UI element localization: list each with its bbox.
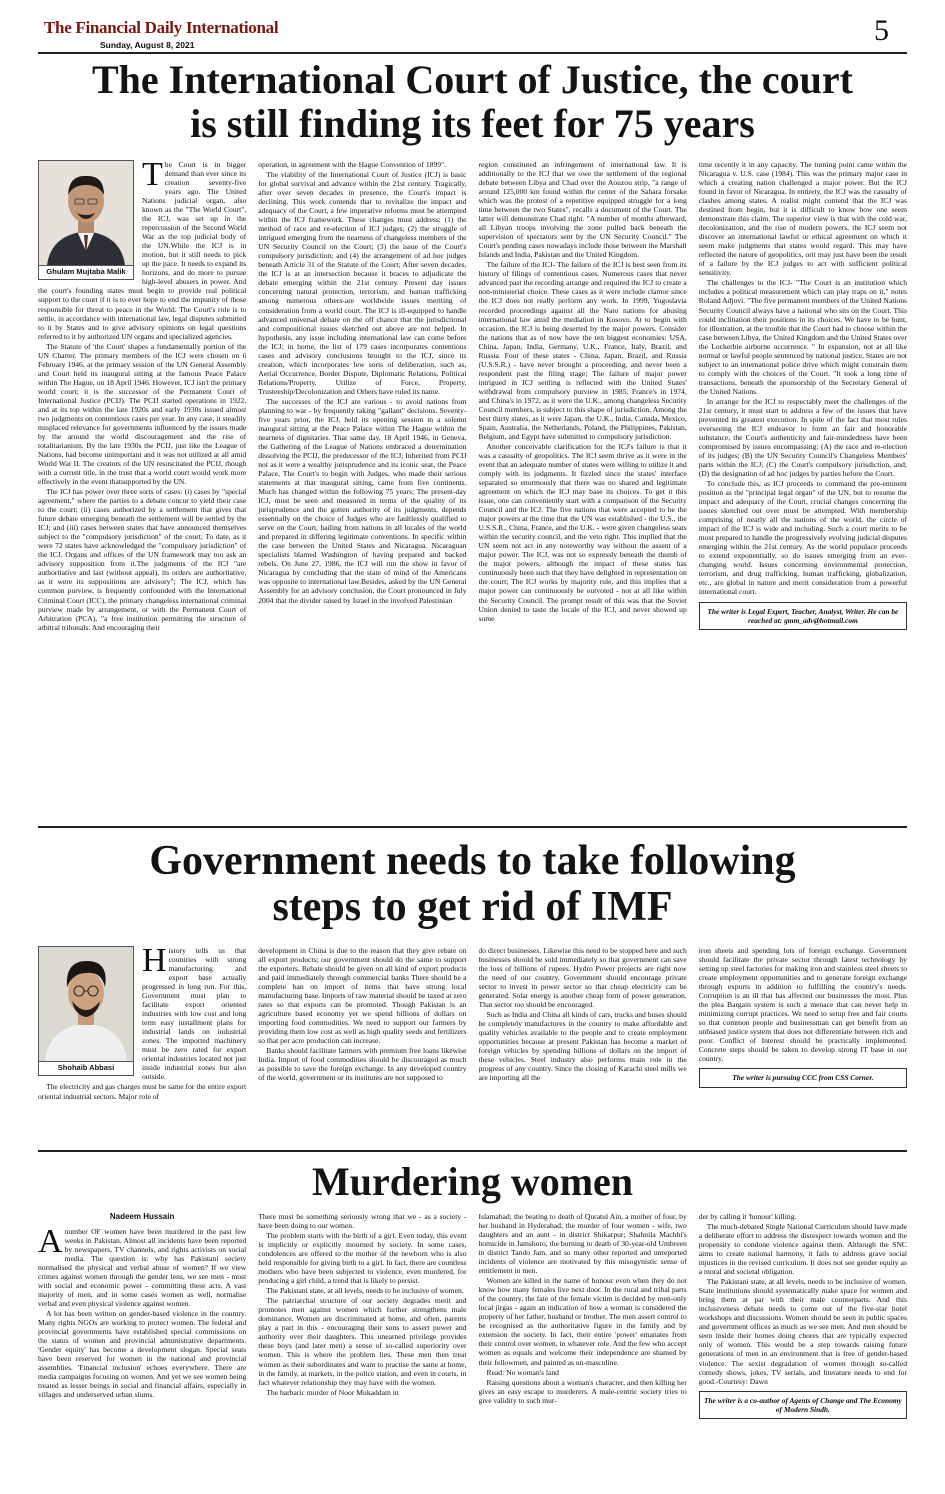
article2-body [38,946,907,1142]
paragraph: The failure of the ICJ- The failure of the ICJ is best seen from its history of filings of contentious cases. Numerous cases that never advanced past the recording arrange and required the ICJ to create a non-ministerial choice. These cases as it were include clamor since the ICJ does not really perform any work. In 1999, Yugoslavia recorded proceedings against all the Nato nations for abusing international law amid the mediation in Kosovo. At to begin with occasion, the ICJ is being deserted by the major powers. Consider the nations that as of now have the ten biggest economies: USA, China, Japan, India, Germany, U.K., France, Italy, Brazil, and Russia. Four of these states - China, Japan, Brazil, and Russia (U.S.S.R.) - have never brought a proceeding, and never been a respondent past the filing stage; The failure of major power intrigued in ICJ settling is reflected with the United States' withdrawal from compulsory purview in 1985, France's in 1974, and China's in 1972, as it were the U.K., among changeless Security Council members, is subject to this shape of jurisdiction. Among the best thirty states, as it were Japan, the U.K., India, Canada, Mexico, Spain, Australia, the Netherlands, Poland, the Philippines, Pakistan, Belgium, and Egypt have submitted to compulsory jurisdiction. [478,260,687,441]
article3-column-2 [258,1212,466,1488]
author-caption: Shohaib Abbasi [39,1061,133,1075]
page-number: 5 [874,14,889,47]
paragraph: A lot has been written on gender-based violence in the country. Many rights NGOs are working to protect women. The federal and provincial governments have established special commissions on the status of women and provincial administrative departments. 'Gender equity' has become a development slogan. Special seats have been reserved for women in the national and provincial assemblies. 'Financial inclusion' echoes everywhere. There are media campaigns focusing on women. And yet we see women being treated as lesser beings in social and financial affairs, especially in villages and underserved urban slums. [38,1308,247,1400]
article1-column-4 [699,160,907,820]
masthead-title: The Financial Daily International [44,18,279,37]
section-rule [38,826,907,828]
author-photo [38,160,134,280]
paragraph: The Pakistani state, at all levels, needs to be inclusive of women. State institutions should systematically make space for women and bring them at par with their male counterparts. And this inclusiveness debate needs to come out of the five-star hotel workshops and discussions. Women should be seen in public spaces and government offices as much as we see men. And men should be seen inside their homes doing chores that are typically expected only of women. This would be a step towards raising future generations of men in an environment that is free of gender-based violence. The sexist degradation of women through so-called comedy shows, jokes, TV serials, and literature needs to end for good.-Courtesy: Dawn [698,1277,907,1386]
paragraph: To conclude this, as ICJ proceeds to command the pre-eminent position as the "principal legal organ" of the UN, but to resume the impact and adequacy of the Court, crucial changes concerning the issues sketched out over must be attempted. With membership comprising of nearly all the nations of the world, the circle of impact of the ICJ is wide and including. Such a court merits to be most prepared to handle the progressively evolving judicial disputes emerging within the 21st century. As the world populace proceeds to extend exponentially, so do issues emerging from an ever-changing world. Issues concerning environmental protection, terrorism, and drug trafficking, human trafficking, globalization, etc., are global in nature and merit consideration from a powerful international court. [698,479,907,597]
paragraph: The patriarchal structure of our society degrades merit and promotes men against women which further strengthens male dominance. Women are discriminated at home, and often, parents play a part in this - encouraging their sons to assert power and authority over their daughters. This unearned privilege provides these boys (and later men) a sense of so-called superiority over women. This is where the problem lies. These men then treat women as their subordinates and want to practise the same at home, in the family, at markets, in the police station, and even in courts, in fact whatever relationship they may have with the women. [258,1296,467,1387]
paragraph: Such as India and China all kinds of cars, trucks and buses should be completely manufactures in the country to make affordable and quality vehicles available to the people and to create employment opportunities because at present Pakistan has become a market of foreign vehicles by spending billions of dollars on the import of these vehicles. Steel industry also performs main role in the progress of any country. Since the closing of Karachi steel mills we are importing all the [478,1010,687,1083]
portrait-image [39,161,133,265]
paragraph: Read: No woman's land [486,1367,559,1377]
paragraph: The successes of the ICJ are various - to avoid nations from planning to war - by frequently taking "gallant" decisions. Seventy-five years prior, the ICJ, held its opening session in a solemn inaugural sitting at the Peace Palace within The Hague within the nearness of dignitaries. That same day, 18 April 1946, in Geneva, the Gathering of the League of Nations embraced a determination dissolving the PCIJ, the predecessor of the ICJ; Inherited from PCIJ not as it were a wealthy jurisprudence and its iconic seat, the Peace Palace, The Court's to begin with Judges, who made their serious statements at that inaugural sitting, came from five continents. Much has changed within the following 75 years; The present-day ICJ, must be seen and measured in terms of the quality of its jurisprudence and the gotten authority of its judgments, depends essentially on the choice of Judges who are faultlessly qualified to serve on the Court, hailing from nations in all locales of the world and prepared in differing legitimate conventions. In specific within the case between the United States and Nicaragua. Nicaraguan specialists blamed Washington of having prepared and backed rebels. On June 27, 1986, the ICJ will run the show in favor of Nicaragua by concluding that the state of mind of the Americans was opposite to international law.Besides, asked by the UN General Assembly for an advisory conclusion, the Court pronounced in July 2004 that the divider raised by Israel in the involved Palestinian [258,396,467,605]
article2-headline: Government needs to take following steps to get rid of IMF [149,838,796,931]
drop-cap: T [142,160,163,193]
section-rule [38,1150,907,1152]
paragraph: time recently it in any capacity. The turning point came within the Nicaragua v. U.S. case (1984). This was the primary major case in which a creating nation challenged a major power. But the ICJ found in favor of Nicaragua. In entirety, the ICJ was the casualty of clashes among states. A realist might contend that the ICJ was destined from begin, but it is difficult to know how one seem demonstrate this claim. The superior view is that with the cold war, decolonization, and the rise of modern powers, the ICJ seem not discover an international lawful or ethical agreement on which it seem make judgments that states would regard. This may have reflected the nature of geopolitics, orit may just have been the result of a failure by the ICJ judges to act with sufficient political sensitivity. [698,160,907,278]
article3-headline: Murdering women [311,1159,634,1204]
drop-cap: H [142,946,167,979]
paragraph: der by calling it 'honour' killing. [698,1212,797,1221]
paragraph: In arrange for the ICJ to respectably meet the challenges of the 21st century, it must start to address a few of the issues that have prevented its greatest execution. In spite of the fact that most rules overseeing the ICJ endeavor to form an fair and honorable substance, the Court's authenticity and fair-mindedness have been compromised by issues encompassing: (A) the race and re-election of its judges; (B) the UN Security Council's Changeless Members' parts within the ICJ; (C) the Court's compulsory jurisdiction, and; (D) the designation of ad hoc judges by parties before the Court. [698,396,907,479]
paragraph: The much-debated Single National Curriculum should have made a deliberate effort to address the disrespect towards women and the propensity to condone violence against them. Although the SNC aims to create national harmony, it fails to address grave social injustices in the revised curriculum. It does not see gender equity as a moral and societal obligation. [698,1222,907,1277]
portrait-image [39,947,133,1061]
article2-column-4 [699,946,907,1142]
paragraph: The viability of the International Court of Justice (ICJ) is basic for global survival and advance within the 21st century. Tragically, after over seven decades in presence, the Court's impact is declining. This work contends that to revitalize the impact and adequacy of the Court, a few imperative reforms must be attempted within the ICJ framework. These changes must address: (1) the method of race and re-election of ICJ judges; (2) the struggle of intrigued emerging from the nearness of changeless members of the UN Security Council on the Court; (3) the issue of the Court's compulsory jurisdiction; and (4) the arrangement of ad hoc judges beneath Article 31 of the Statute of the Court; After seven decades, the ICJ is at an intersection because it braces to adjudicate the debate emerging within the 21st century. Present day issues concerning natural protection, terrorism, and human trafficking among numerous others-are worldwide issues meriting of consideration from a world court. The ICJ is ill-equipped to handle advanced universal debate on the off chance that the jurisdictional and compositional issues sketched out above are not helped. In hypothesis, any issue including international law can come before the ICJ; in home, the list of 179 cases incorporates contentious cases and advisory conclusions brought to the ICJ, since its creation, which incorporates few sorts of deliberation, such as, Aerial Occurrence, Border Dispute, Diplomatic Relations, Political Relations/Property, Utilize of Force, Property, Trusteeship/Decolonization and Others have ruled its name. [258,170,467,396]
paragraph: Banks should facilitate farmers with premium free loans likewise India. Import of food commodities should be discouraged as much as possible to save the foreign exchange. In any developed country of the world, government or its institutes are not supposed to [258,1046,467,1083]
author-note: The writer is Legal Expert, Teacher, Analyst, Writer. He can be reached at: gmm_adv@hotmail.com [699,602,907,631]
article1-headline: The International Court of Justice, the court is still finding its feet for 75 years [91,57,854,146]
article2-column-1 [38,946,246,1142]
paragraph: do direct businesses. Likewise this need to be stopped here and such businesses should be sold immediately so that government can save the loss of billions of rupees. Hydro Power projects are right now the need of our country. Government should encourage private sector to invest in power sector so that cheap electricity can be generated. Solar energy is another cheap form of power generation. That sector too should be encouraged. [478,946,687,1010]
paragraph: The barbaric murder of Noor Mukaddam in [266,1387,399,1397]
article1-column-3 [479,160,687,820]
article2-column-2 [258,946,466,1142]
paragraph: The problem starts with the birth of a girl. Even today, this event is implicitly or explicitly mourned by society. In some cases, condolences are offered to the mother of the newborn who is also held responsible for giving birth to a girl. In fact, there are countless mothers who have been subjected to violence, even murdered, for producing a girl child, a trend that is likely to persist. [258,1231,467,1286]
author-photo [38,946,134,1076]
paragraph: he Court is in bigger demand than ever since its creation seventy-five years ago. The United Nations judicial organ, also known as the "The World Court", the ICJ, was set up in the repercussion of the Second World War as the top judicial body of the UN.While the ICJ is in motion, but it still needs to pick up the pace. It needs to expand its horizons, and do more to pursue high-level abusers in power. And the court's founding states must begin to provide real political support to the court if it is to ever hope to end the impunity of those responsible for threat to peace in the World. The Court's role is to settle, in accordance with international law, legal disputes submitted to it by States and to give advisory opinions on legal questions referred to it by authorized UN organs and specialized agencies. [38,160,247,341]
author-note: The writer is a co-author of Agents of Change and The Economy of Modern Sindh. [699,1391,907,1420]
masthead-rule [38,52,907,54]
paragraph: istory tells us that countries with strong manufacturing and export base actually progressed in long run. For this, Government must plan to facilitate export oriented industries with low cost and long term easy installment plans for industrial lands on industrial zones. The imported machinery must be zero rated for export oriental industries located not just inside industrial zones but also outside. [142,946,247,1082]
paragraph: number OF women have been murdered in the past few weeks in Pakistan. Almost all incidents have been reported by newspapers, TV channels, and rights activists on social media. The question is: why has Pakistani society normalised the physical and verbal abuse of women? If we view crimes against women through the gender lens, we see men - most with social and economic power - committing these acts. A vast majority of men, and in some cases women as well, normalise verbal and even physical violence against women. [38,1226,247,1308]
byline: Nadeem Hussain [109,1212,175,1221]
article1-column-1 [38,160,246,820]
author-note: The writer is pursuing CCC from CSS Corner. [699,1068,907,1087]
paragraph: Women are killed in the name of honour even when they do not know how many females live next door. In the rural and tribal parts of the country, the fate of the female victim is decided by men-only local jirgas - again an indication of how a woman is considered the property of her father, husband or brother. The men assert control to be recognised as the authoritative figure in the family and by extension the society. In fact, their entire 'power' emanates from their control over women, in whatever role. And the few who accept women as equals and welcome their independence are shamed by their fellowmen, and painted as un-masculine. [478,1276,687,1367]
paragraph: There must be something seriously wrong that we - as a society - have been doing to our women. [258,1212,467,1231]
paragraph: development in China is due to the reason that they give rebate on all export products; our government should do the same to support the exporters. Rebate should be given on all kind of export products and paid immediately through commercial banks There should be a complete ban on import of items that have strong local manufacturing base. Imports of raw material should be taxed at zero rates so that exports can be promoted. Though Pakistan is an agriculture based economy yet we spend billions of dollars on importing food commodities. We need to support our farmers by providing them low cost as well as high quality seeds and fertilizers so that per acre production can increase. [258,946,467,1046]
article1-column-2 [258,160,466,820]
article2-column-3 [479,946,687,1142]
paragraph: The ICJ has power over three sorts of cases: (i) cases by "special agreement," where the parties to a debate concur to yield their case to the court; (ii) cases authorized by a settlement that gives that future debate emerging beneath the settlement will be settled by the ICJ; and (iii) cases between states that have announced themselves subject to the "compulsory jurisdiction" of the court; To date, as it were 72 states have acknowledged the "compulsory jurisdiction" of the ICJ. Organs and offices of the UN framework may too ask an advisory supposition from it.The judgments of the ICJ "are authoritative and last (without appeal), its orders are authoritative, as it were its suppositions are advisory"; The ICJ, which has common purview, is frequently confounded with the International Criminal Court (ICC), the primary changeless international criminal purview made by arrangement, or with the Permanent Court of Arbitration (PCA), "a free institution permitting the structure of arbitral tribunals. And encouraging their [38,487,247,632]
paragraph: operation, in agreement with the Hague Convention of 1899". [258,160,447,169]
paragraph: Raising questions about a woman's character, and then killing her gives an easy escape to murderers. A male-centric society tries to give validity to such mur- [478,1377,687,1405]
paragraph: Islamabad; the beating to death of Quratul Ain, a mother of four, by her husband in Hyderabad; the murder of four women - wife, two daughters and an aunt - in district Shikarpur; Shahnila Machhi's homicide in Jamshoro, the burning to death of 30-year-old Umbreen in district Tando Jam, and so many other reported and unreported incidents of violence are motivated by this misogynistic sense of entitlement in men. [478,1212,687,1276]
article3-column-4 [699,1212,907,1488]
drop-cap: A [38,1222,63,1260]
author-caption: Ghulam Mujtaba Malik [39,265,133,279]
article3-body [38,1212,907,1488]
article3-column-1 [38,1212,246,1488]
paragraph: The Pakistani state, at all levels, needs to be inclusive of women. [266,1286,464,1296]
paragraph: region constituted an infringement of international law. It is additionally to the ICJ that we owe the settlement of the regional debate between Libya and Chad over the Aouzou strip, "a range of around 125,000 km found within the center of the Sahara forsake which was the protest of a repetitive equipped struggle for a long time between the two States", recalls a document of the Court. The latter will demonstrate Chad right. "A number of months afterward, all Libyan troops involving the zone pulled back beneath the supervision of spectators sent by the UN Security Council." The Court's pending cases nowadays include those between the Marshall Islands and India, Pakistan and the United Kingdom. [478,160,687,260]
article1-body [38,160,907,820]
paragraph: The Statute of 'the Court' shapes a fundamentally portion of the UN Charter. The primary members of the ICJ were chosen on 6 February 1946, at the primary session of the UN General Assembly and Court held its inaugural sitting at the famous Peace Palace within The Hague, on 18 April 1946. However, ICJ isn't the primary world court; it is the successor of the Permanent Court of International Justice (PCIJ). The PCIJ started operations in 1922, and at its top within the late 1920s and early 1930s issued almost two judgments on contentious cases per year. In any case, it steadily misplaced relevance for governments influenced by the issues made by the around the world discouragement and the rise of totalitarianism. By the late 1930s the PCIJ, just like the League of Nations, had become unimportant and it was not utilized at all amid World War II. The creators of the UN resuscitated the PCIJ, though with a current title, in the trust that a world court would work more effectively in the event thatsupported by the UN. [38,341,247,487]
paragraph: The electricity and gas charges must be same for the entire export oriental industrial sectors. Major role of [38,1082,247,1101]
paragraph: Another conceivable clarification for the ICJ's failure is that it was a casualty of geopolitics. The ICJ seem thrive as it were in the event that an adequate number of states were willing to utilize it and comply with its judgments. It fizzled since the states' interface separated so enormously that there was no shared and legitimate agreement on which the ICJ may base its choices. To get it this issue, one can conveniently start with a comparison of the Security Council and the ICJ. The five nations that were accepted to be the major powers at the time that the UN was established - the U.S., the U.S.S.R., China, France, and the U.K. - were given changeless seats within the security council, and the veto right. This implied that the UN seem not act in any noteworthy way without the assent of a major power. The ICJ, was not so expressly beneath the thumb of the major powers, although the impact of these states has continuously been such that they have delighted in representation on the court; The ICJ works by majority rule, and this implies that a major power can continuously be outvoted - not at all like within the Security Council. The prompt result of this was that the Soviet Union denied to taste the locale of the ICJ, and never showed up some [478,441,687,623]
paragraph: The challenges to the ICJ- "The Court is an institution which includes a political measurement which can play traps on it," notes Roland Adjovi. "The five permanent members of the United Nations Security Council always have a national who sits on the Court. This could inclination their positions in its choices. We have to be hunt, for illustration, at the trouble that the Court had to choose within the case between Libya, the United Kingdom and the United States over the Lockerbie airborne occurrence. " In expansion, not at all like normal or lawful people sentenced by national justice, States are not subject to an international police drive which might constrain them to comply with the choices of the Court. "It took a long time of transactions, beneath the sponsorship of the Secretary General of the United Nations. [698,278,907,396]
article3-column-3 [479,1212,687,1488]
paragraph: iron sheets and spending lots of foreign exchange. Government should facilitate the private sector through latest technology by setting up steel factories for making iron and stainless steel sheets to create employment opportunities and to generate foreign exchange through exports in addition to fulfilling the country's needs. Corruption is an ill that has affected our businesses the most. Plus the plea Bargain system is such a menace that can never help in minimizing corrupt practices. We need to setup free and fair courts so that common people and businessman can get benefit from an unbiased justice system that does not differentiate between rich and poor. Conflict of Interest should be practically implemented. Concrete steps should be taken to develop strong IT base in our country. [698,946,907,1064]
masthead-date: Sunday, August 8, 2021 [100,40,195,50]
